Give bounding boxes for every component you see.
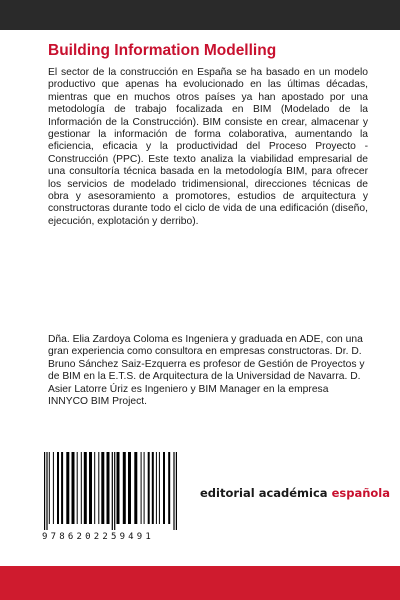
publisher-logo <box>200 486 390 500</box>
barcode-bar <box>163 452 165 524</box>
book-abstract: El sector de la construcción en España se ha basado en un modelo productivo que apenas ha evolucionado en las últimas décadas, mientras que en muchos otros países ya han apostado por una metodología de trabajo focalizada en BIM (Modelado de la Información de la Construcción). BIM consiste en crear, almacenar y gestionar la información de forma colaborativa, aumentando la eficiencia, eficacia y la productividad del Proceso Proyecto - Construcción (PPC). Este texto analiza la viabilidad empresarial de una consultoría técnica basada en la metodología BIM, para ofrecer los servicios de modelado tridimensional, direcciones técnicas de obra y asesoramiento a promotores, estudios de arquitectura y constructoras durante todo el ciclo de vida de una edificación (diseño, ejecución, explotación y derribo). <box>48 67 368 227</box>
barcode-bar <box>44 452 45 530</box>
barcode-bar <box>98 452 99 524</box>
barcode-bar <box>72 452 75 524</box>
bottom-color-band <box>0 566 400 600</box>
publisher-name-accent: española <box>331 486 391 500</box>
top-color-band <box>0 0 400 30</box>
barcode-bar <box>152 452 154 524</box>
barcode-bar <box>173 452 174 530</box>
barcode-bar <box>156 452 157 524</box>
barcode-bar <box>77 452 78 524</box>
publisher-name: editorial académica <box>200 486 332 500</box>
barcode-bar <box>144 452 145 524</box>
barcode-bar <box>81 452 82 524</box>
barcode-bar <box>107 452 110 524</box>
barcode-bar <box>84 452 87 524</box>
barcode-bar <box>117 452 120 524</box>
barcode-bar <box>112 452 113 530</box>
barcode-bar <box>66 452 69 524</box>
isbn-barcode <box>42 452 182 532</box>
barcode-bar <box>49 452 50 524</box>
barcode-bar <box>89 452 92 524</box>
barcode-bar <box>101 452 104 524</box>
barcode-bar <box>168 452 170 524</box>
barcode-bar <box>94 452 95 524</box>
barcode-bar <box>53 452 54 524</box>
barcode-bar <box>57 452 59 524</box>
barcode-bar <box>128 452 131 524</box>
barcode-bar <box>141 452 142 524</box>
barcode-bar <box>46 452 47 530</box>
barcode-bar <box>123 452 126 524</box>
barcode-bar <box>148 452 150 524</box>
barcode-area <box>34 448 186 548</box>
book-title: Building Information Modelling <box>48 42 277 59</box>
isbn-number: 9786202259491 <box>42 532 155 542</box>
barcode-bar <box>176 452 177 530</box>
barcode-bar <box>61 452 63 524</box>
barcode-bar <box>159 452 160 524</box>
author-bio: Dña. Elia Zardoya Coloma es Ingeniera y graduada en ADE, con una gran experiencia como consultora en empresas constructoras. Dr. D. Bruno Sánchez Saiz-Ezquerra es profesor de Gestión de Proyectos y de BIM en la E.T.S. de Arquitectura de la Universidad de Navarra. D. Asier Latorre Úriz es Ingeniero y BIM Manager en la empresa INNYCO BIM Project. <box>48 334 365 408</box>
barcode-bar <box>114 452 115 530</box>
barcode-bar <box>134 452 137 524</box>
